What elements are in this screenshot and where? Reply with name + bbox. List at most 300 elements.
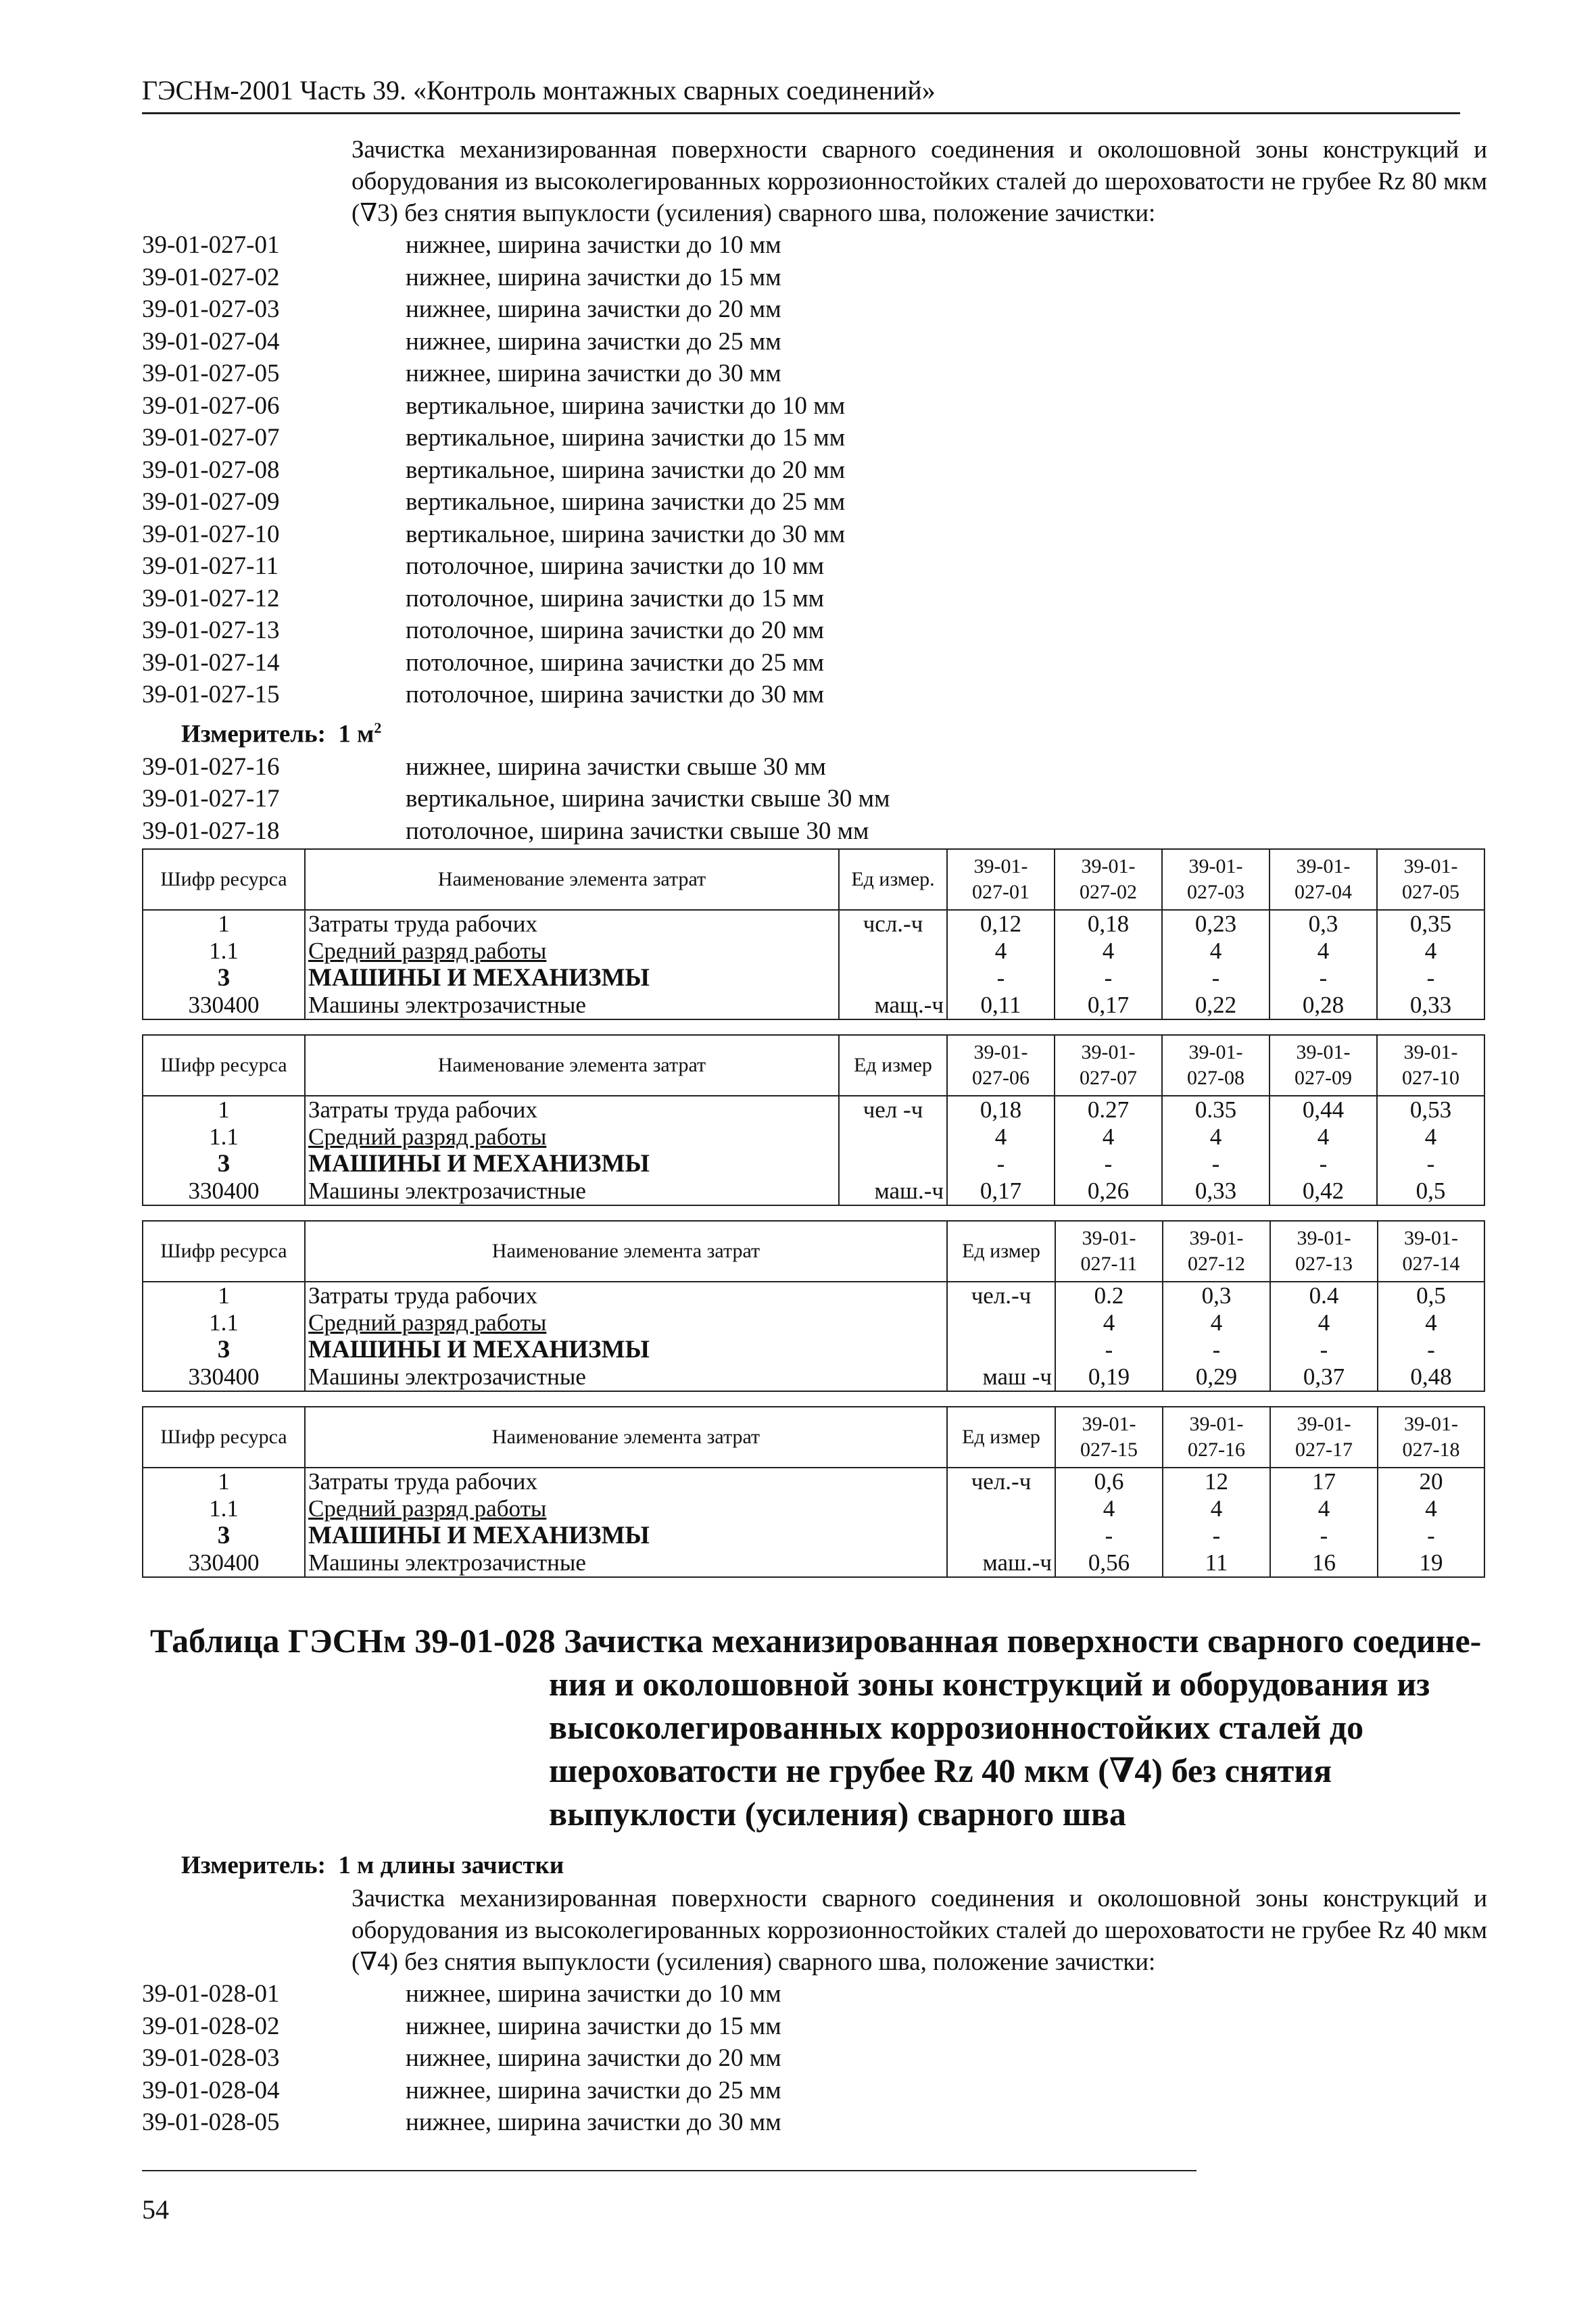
header-resource-code: Шифр ресурса [143, 1221, 305, 1282]
item-code: 39-01-027-03 [142, 295, 280, 323]
row-value: 0,17 [947, 1178, 1055, 1205]
norm-code-part: 39-01- [1296, 1041, 1351, 1063]
row-value: 4 [1270, 1309, 1378, 1336]
norm-code-part: 39-01- [1082, 1227, 1136, 1249]
row-name: Машины электрозачистные [305, 1549, 947, 1577]
item-text: нижнее, ширина зачистки до 25 мм [406, 327, 781, 356]
table-row [143, 1096, 1484, 1124]
block-027-measure [142, 711, 1487, 751]
norm-code-part: 39-01- [1188, 1041, 1243, 1063]
item-text: вертикальное, ширина зачистки до 30 мм [406, 520, 846, 548]
table-028-title-continuation: ния и околошовной зоны конструкций и оборудования из высоколегированных коррозионностойких сталей до шероховатости не грубее Rz 40 мкм (∇4) без снятия выпуклости (усиления) сварного шва [549, 1665, 1430, 1833]
row-value: 4 [1377, 1124, 1484, 1151]
list-item [142, 422, 1487, 454]
item-code: 39-01-027-15 [142, 681, 280, 708]
item-text: нижнее, ширина зачистки свыше 30 мм [406, 752, 826, 781]
row-value: 4 [947, 938, 1055, 965]
header-norm-code [1162, 1035, 1269, 1096]
item-code: 39-01-027-02 [142, 263, 280, 291]
row-unit [839, 965, 947, 992]
item-text: нижнее, ширина зачистки до 15 мм [406, 2012, 781, 2040]
row-value: 0,3 [1269, 910, 1377, 938]
block-028-measure [142, 1849, 1487, 1883]
row-unit [839, 1151, 947, 1178]
row-value: 0,22 [1162, 992, 1269, 1019]
header-norm-code [1270, 1407, 1378, 1468]
header-cost-element: Наименование элемента затрат [305, 1221, 947, 1282]
list-item [142, 647, 1487, 679]
norm-code-part: 39-01- [1189, 1227, 1244, 1249]
item-text: вертикальное, ширина зачистки до 10 мм [406, 391, 846, 420]
header-unit: Ед измер [947, 1407, 1055, 1468]
row-name: Затраты труда рабочих [305, 910, 839, 938]
row-value: 4 [1269, 1124, 1377, 1151]
row-value: 0,18 [1055, 910, 1162, 938]
header-norm-code [1163, 1221, 1270, 1282]
norm-code-part: 027-10 [1402, 1067, 1459, 1089]
row-value: - [1270, 1336, 1378, 1364]
item-text: потолочное, ширина зачистки свыше 30 мм [406, 817, 869, 845]
list-item [142, 2010, 1487, 2043]
list-item [142, 679, 1487, 711]
norm-code-part: 39-01- [1081, 855, 1136, 877]
norm-code-part: 027-04 [1295, 881, 1352, 903]
row-value: 0.4 [1270, 1282, 1378, 1309]
item-code: 39-01-027-01 [142, 231, 280, 259]
block-027-intro: Зачистка механизированная поверхности сварного соединения и околошовной зоны конструкций и оборудования из высоколегированных коррозионностойких сталей до шероховатости не грубее Rz 80 мкм (∇3) без снятия выпуклости (усиления) сварного шва, положение зачистки: [352, 136, 1487, 227]
item-code: 39-01-027-16 [142, 752, 280, 781]
item-code: 39-01-028-05 [142, 2108, 280, 2136]
item-code: 39-01-028-04 [142, 2076, 280, 2104]
row-value: 17 [1270, 1468, 1378, 1495]
item-code: 39-01-027-07 [142, 424, 280, 452]
item-code: 39-01-027-10 [142, 520, 280, 548]
row-value: 4 [1378, 1309, 1484, 1336]
row-code: 3 [143, 1151, 305, 1178]
table-row [143, 1336, 1484, 1364]
table-header-row [143, 1035, 1484, 1096]
row-value: 0,3 [1163, 1282, 1270, 1309]
row-value: - [1378, 1522, 1484, 1549]
row-code: 1 [143, 1096, 305, 1124]
row-value: 0,6 [1055, 1468, 1163, 1495]
header-norm-code [1377, 1035, 1484, 1096]
row-unit: маш.-ч [839, 1178, 947, 1205]
item-code: 39-01-027-11 [142, 552, 279, 580]
page-header-title: ГЭСНм-2001 Часть 39. «Контроль монтажных сварных соединений» [142, 75, 936, 105]
row-value: - [1162, 965, 1269, 992]
row-unit: маш.-ч [947, 1549, 1055, 1577]
item-code: 39-01-028-01 [142, 1980, 280, 2008]
row-name: Затраты труда рабочих [305, 1468, 947, 1495]
norm-code-part: 39-01- [1403, 1041, 1458, 1063]
row-value: 0,48 [1378, 1364, 1484, 1391]
list-item [142, 783, 1487, 815]
measure-label: Измеритель: [181, 719, 326, 748]
row-value: - [1377, 1151, 1484, 1178]
list-item [142, 454, 1487, 487]
list-item [142, 2106, 1487, 2139]
norm-code-part: 39-01- [1403, 855, 1458, 877]
resource-table-1 [142, 848, 1485, 1020]
row-value: - [947, 1151, 1055, 1178]
row-value: 4 [1163, 1309, 1270, 1336]
item-text: нижнее, ширина зачистки до 10 мм [406, 231, 781, 259]
norm-code-part: 027-12 [1188, 1253, 1245, 1275]
row-value: - [1055, 1522, 1163, 1549]
row-code: 1.1 [143, 1309, 305, 1336]
resource-table-3 [142, 1220, 1485, 1392]
block-027-item-list [142, 229, 1487, 711]
row-value: 0,33 [1162, 1178, 1269, 1205]
norm-code-part: 39-01- [1404, 1413, 1458, 1435]
item-text: нижнее, ширина зачистки до 25 мм [406, 2076, 781, 2104]
header-norm-code [1270, 1221, 1378, 1282]
row-value: 11 [1163, 1549, 1270, 1577]
row-code: 330400 [143, 992, 305, 1019]
row-value: - [1378, 1336, 1484, 1364]
table-row [143, 938, 1484, 965]
norm-code-part: 39-01- [1189, 1413, 1244, 1435]
norm-code-part: 027-03 [1187, 881, 1244, 903]
norm-code-part: 027-06 [972, 1067, 1030, 1089]
page-header [142, 73, 1460, 114]
norm-code-part: 39-01- [973, 1041, 1028, 1063]
block-028-intro: Зачистка механизированная поверхности сварного соединения и околошовной зоны конструкций и оборудования из высоколегированных коррозионностойких сталей до шероховатости не грубее Rz 40 мкм (∇4) без снятия выпуклости (усиления) сварного шва, положение зачистки: [352, 1885, 1487, 1976]
row-name: Средний разряд работы [305, 1124, 839, 1151]
table-row [143, 910, 1484, 938]
row-unit: чел -ч [839, 1096, 947, 1124]
header-cost-element: Наименование элемента затрат [305, 1407, 947, 1468]
norm-code-part: 027-15 [1080, 1439, 1138, 1461]
row-value: 0,44 [1269, 1096, 1377, 1124]
table-row [143, 992, 1484, 1019]
row-value: - [1269, 965, 1377, 992]
row-name: Машины электрозачистные [305, 992, 839, 1019]
table-028-title-first-line: Таблица ГЭСНм 39-01-028 Зачистка механизированная поверхности сварного соедине- [150, 1622, 1482, 1660]
list-item [142, 583, 1487, 615]
norm-code-part: 39-01- [1296, 855, 1351, 877]
row-value: 0,5 [1378, 1282, 1484, 1309]
list-item [142, 358, 1487, 390]
row-value: 0,42 [1269, 1178, 1377, 1205]
norm-code-part: 027-17 [1295, 1439, 1353, 1461]
item-code: 39-01-028-03 [142, 2044, 280, 2072]
row-code: 330400 [143, 1364, 305, 1391]
row-value: 4 [1055, 1309, 1163, 1336]
item-text: потолочное, ширина зачистки до 30 мм [406, 681, 825, 708]
row-value: 0,19 [1055, 1364, 1163, 1391]
row-code: 1 [143, 910, 305, 938]
row-value: - [1269, 1151, 1377, 1178]
item-text: вертикальное, ширина зачистки до 15 мм [406, 424, 846, 452]
header-norm-code [1269, 849, 1377, 910]
row-code: 1.1 [143, 1495, 305, 1522]
norm-code-part: 027-02 [1080, 881, 1137, 903]
row-unit [947, 1309, 1055, 1336]
norm-code-part: 39-01- [1297, 1413, 1351, 1435]
row-unit: мащ.-ч [839, 992, 947, 1019]
row-value: - [1162, 1151, 1269, 1178]
norm-code-part: 027-01 [972, 881, 1030, 903]
bottom-divider [142, 2170, 1196, 2171]
item-text: вертикальное, ширина зачистки до 25 мм [406, 488, 846, 516]
item-code: 39-01-028-02 [142, 2012, 280, 2040]
row-name: Средний разряд работы [305, 938, 839, 965]
item-text: нижнее, ширина зачистки до 15 мм [406, 263, 781, 291]
row-value: 0,53 [1377, 1096, 1484, 1124]
row-value: - [947, 965, 1055, 992]
row-value: 4 [1055, 938, 1162, 965]
row-value: 0,11 [947, 992, 1055, 1019]
row-value: - [1055, 965, 1162, 992]
table-row [143, 1178, 1484, 1205]
row-name: Машины электрозачистные [305, 1178, 839, 1205]
list-item [142, 614, 1487, 647]
header-norm-code [1378, 1407, 1484, 1468]
item-text: вертикальное, ширина зачистки свыше 30 мм [406, 785, 890, 813]
item-code: 39-01-027-04 [142, 327, 280, 356]
row-value: 0,23 [1162, 910, 1269, 938]
item-code: 39-01-027-06 [142, 391, 280, 420]
row-code: 1.1 [143, 938, 305, 965]
row-unit [839, 938, 947, 965]
list-item [142, 262, 1487, 294]
list-item [142, 751, 1487, 783]
item-text: потолочное, ширина зачистки до 25 мм [406, 648, 825, 677]
header-unit: Ед измер. [839, 849, 947, 910]
measure-label: Измеритель: [181, 1852, 326, 1879]
list-item [142, 518, 1487, 551]
row-value: 4 [947, 1124, 1055, 1151]
resource-table-2 [142, 1034, 1485, 1206]
row-value: 4 [1162, 938, 1269, 965]
norm-code-part: 39-01- [1404, 1227, 1458, 1249]
table-028-title [150, 1619, 1489, 1835]
item-code: 39-01-027-14 [142, 648, 280, 677]
row-value: - [1055, 1151, 1162, 1178]
row-name: Затраты труда рабочих [305, 1096, 839, 1124]
norm-code-part: 027-11 [1080, 1253, 1138, 1275]
row-name: МАШИНЫ И МЕХАНИЗМЫ [305, 1151, 839, 1178]
norm-code-part: 027-14 [1402, 1253, 1460, 1275]
list-item [142, 486, 1487, 518]
table-header-row [143, 849, 1484, 910]
row-value: 4 [1055, 1495, 1163, 1522]
row-name: Затраты труда рабочих [305, 1282, 947, 1309]
row-value: 4 [1378, 1495, 1484, 1522]
row-value: 4 [1055, 1124, 1162, 1151]
norm-code-part: 027-07 [1080, 1067, 1137, 1089]
row-value: - [1055, 1336, 1163, 1364]
row-value: 0,29 [1163, 1364, 1270, 1391]
list-item [142, 2042, 1487, 2075]
header-norm-code [1163, 1407, 1270, 1468]
row-value: 0,33 [1377, 992, 1484, 1019]
norm-code-part: 39-01- [973, 855, 1028, 877]
item-text: потолочное, ширина зачистки до 20 мм [406, 617, 825, 644]
norm-code-part: 39-01- [1082, 1413, 1136, 1435]
row-value: - [1163, 1336, 1270, 1364]
row-value: 0,26 [1055, 1178, 1162, 1205]
row-code: 1 [143, 1468, 305, 1495]
row-value: 4 [1162, 1124, 1269, 1151]
header-norm-code [947, 1035, 1055, 1096]
table-header-row [143, 1407, 1484, 1468]
item-text: нижнее, ширина зачистки до 30 мм [406, 2108, 781, 2136]
list-item [142, 326, 1487, 358]
header-resource-code: Шифр ресурса [143, 1407, 305, 1468]
norm-code-part: 027-13 [1295, 1253, 1353, 1275]
norm-code-part: 39-01- [1081, 1041, 1136, 1063]
item-code: 39-01-027-05 [142, 360, 280, 387]
row-name: МАШИНЫ И МЕХАНИЗМЫ [305, 1522, 947, 1549]
row-code: 3 [143, 1336, 305, 1364]
row-unit [947, 1495, 1055, 1522]
item-text: нижнее, ширина зачистки до 20 мм [406, 295, 781, 323]
row-value: - [1270, 1522, 1378, 1549]
norm-code-part: 39-01- [1188, 855, 1243, 877]
header-norm-code [1055, 849, 1162, 910]
row-value: 16 [1270, 1549, 1378, 1577]
item-code: 39-01-027-08 [142, 456, 280, 484]
row-value: 0,18 [947, 1096, 1055, 1124]
item-text: нижнее, ширина зачистки до 10 мм [406, 1980, 781, 2008]
row-code: 1 [143, 1282, 305, 1309]
row-code: 3 [143, 965, 305, 992]
header-norm-code [1378, 1221, 1484, 1282]
row-name: МАШИНЫ И МЕХАНИЗМЫ [305, 1336, 947, 1364]
norm-code-part: 027-05 [1402, 881, 1459, 903]
item-text: потолочное, ширина зачистки до 15 мм [406, 584, 825, 612]
block-028-item-list [142, 1978, 1487, 2139]
list-item [142, 815, 1487, 848]
table-row [143, 1522, 1484, 1549]
row-value: 0,17 [1055, 992, 1162, 1019]
table-row [143, 1282, 1484, 1309]
table-row [143, 1549, 1484, 1577]
row-unit: маш -ч [947, 1364, 1055, 1391]
row-code: 330400 [143, 1178, 305, 1205]
item-code: 39-01-027-12 [142, 584, 280, 612]
row-value: 4 [1270, 1495, 1378, 1522]
header-resource-code: Шифр ресурса [143, 849, 305, 910]
row-unit [947, 1336, 1055, 1364]
row-value: 19 [1378, 1549, 1484, 1577]
header-norm-code [1055, 1221, 1163, 1282]
row-unit [947, 1522, 1055, 1549]
row-value: 4 [1163, 1495, 1270, 1522]
row-value: - [1377, 965, 1484, 992]
item-text: нижнее, ширина зачистки до 20 мм [406, 2044, 781, 2072]
row-value: 4 [1269, 938, 1377, 965]
row-value: 0,28 [1269, 992, 1377, 1019]
item-code: 39-01-027-18 [142, 817, 280, 845]
header-norm-code [1055, 1035, 1162, 1096]
table-row [143, 1124, 1484, 1151]
header-norm-code [947, 849, 1055, 910]
item-code: 39-01-027-13 [142, 617, 280, 644]
item-code: 39-01-027-09 [142, 488, 280, 516]
item-text: нижнее, ширина зачистки до 30 мм [406, 360, 781, 387]
header-resource-code: Шифр ресурса [143, 1035, 305, 1096]
row-name: МАШИНЫ И МЕХАНИЗМЫ [305, 965, 839, 992]
row-name: Средний разряд работы [305, 1309, 947, 1336]
row-value: 12 [1163, 1468, 1270, 1495]
row-value: 4 [1377, 938, 1484, 965]
header-cost-element: Наименование элемента затрат [305, 849, 839, 910]
row-value: 0,12 [947, 910, 1055, 938]
table-row [143, 1364, 1484, 1391]
norm-code-part: 027-18 [1402, 1439, 1460, 1461]
row-unit: чел.-ч [947, 1468, 1055, 1495]
table-row [143, 1151, 1484, 1178]
header-unit: Ед измер [947, 1221, 1055, 1282]
header-norm-code [1269, 1035, 1377, 1096]
row-name: Машины электрозачистные [305, 1364, 947, 1391]
block-027-item-list-2 [142, 751, 1487, 848]
header-norm-code [1055, 1407, 1163, 1468]
measure-superscript: 2 [374, 719, 382, 736]
list-item [142, 2075, 1487, 2107]
header-norm-code [1377, 849, 1484, 910]
list-item [142, 390, 1487, 423]
table-header-row [143, 1221, 1484, 1282]
header-cost-element: Наименование элемента затрат [305, 1035, 839, 1096]
list-item [142, 550, 1487, 583]
row-value: 0,37 [1270, 1364, 1378, 1391]
page-number: 54 [142, 2194, 169, 2225]
list-item [142, 1978, 1487, 2010]
item-text: потолочное, ширина зачистки до 10 мм [406, 552, 825, 580]
table-row [143, 1468, 1484, 1495]
item-text: вертикальное, ширина зачистки до 20 мм [406, 456, 846, 484]
norm-code-part: 027-09 [1295, 1067, 1352, 1089]
row-unit: чсл.-ч [839, 910, 947, 938]
row-value: 0.35 [1162, 1096, 1269, 1124]
list-item [142, 293, 1487, 326]
row-value: 0,35 [1377, 910, 1484, 938]
row-value: 0,5 [1377, 1178, 1484, 1205]
table-row [143, 1309, 1484, 1336]
row-value: 20 [1378, 1468, 1484, 1495]
table-row [143, 965, 1484, 992]
block-027-descriptions [142, 134, 1487, 847]
norm-code-part: 39-01- [1297, 1227, 1351, 1249]
row-value: - [1163, 1522, 1270, 1549]
row-code: 330400 [143, 1549, 305, 1577]
row-unit [839, 1124, 947, 1151]
measure-value: 1 м длины зачистки [338, 1852, 564, 1879]
header-unit: Ед измер [839, 1035, 947, 1096]
row-value: 0.2 [1055, 1282, 1163, 1309]
header-norm-code [1162, 849, 1269, 910]
block-028-descriptions [142, 1849, 1487, 2139]
norm-code-part: 027-08 [1187, 1067, 1244, 1089]
resource-table-4 [142, 1406, 1485, 1578]
row-code: 3 [143, 1522, 305, 1549]
norm-code-part: 027-16 [1188, 1439, 1245, 1461]
row-unit: чел.-ч [947, 1282, 1055, 1309]
row-value: 0.27 [1055, 1096, 1162, 1124]
row-value: 0,56 [1055, 1549, 1163, 1577]
row-name: Средний разряд работы [305, 1495, 947, 1522]
list-item [142, 229, 1487, 262]
measure-value: 1 м [338, 719, 374, 748]
table-row [143, 1495, 1484, 1522]
row-code: 1.1 [143, 1124, 305, 1151]
item-code: 39-01-027-17 [142, 785, 280, 813]
